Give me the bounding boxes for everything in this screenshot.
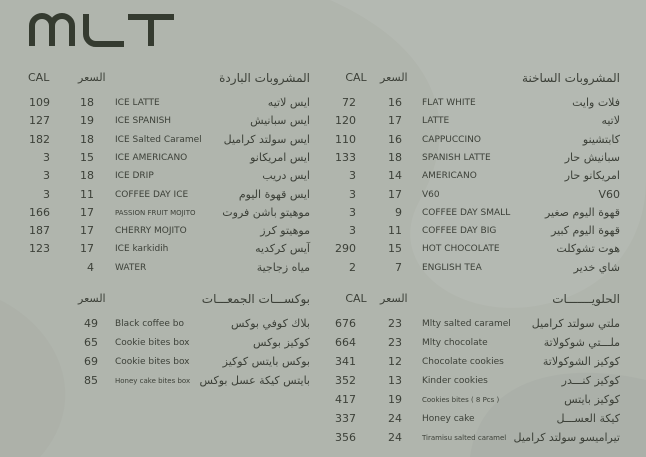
item-name-en: ICE SPANISH — [115, 116, 172, 127]
item-price: 85 — [84, 374, 98, 387]
item-name-en: Kinder cookies — [422, 376, 488, 386]
item-price: 19 — [388, 393, 402, 406]
item-calories: 123 — [29, 242, 50, 256]
item-price: 15 — [80, 150, 94, 164]
item-name-en: AMERICANO — [422, 171, 477, 182]
item-calories: 3 — [349, 169, 356, 183]
menu-item-row — [20, 150, 320, 166]
hot-drinks-section — [335, 71, 628, 281]
item-name-en: WATER — [115, 262, 147, 273]
item-name-ar: كيكة العســـل — [556, 412, 620, 425]
item-calories: 3 — [43, 150, 50, 164]
item-calories: 676 — [335, 317, 356, 330]
item-price: 11 — [388, 224, 402, 238]
item-price: 16 — [388, 96, 402, 109]
item-name-ar: ايس قهوة اليوم — [238, 187, 310, 201]
item-name-ar: بوكس بايتس كوكيز — [222, 355, 310, 368]
menu-item-row — [335, 241, 628, 257]
item-name-en: ICE AMERICANO — [115, 152, 188, 163]
item-name-ar: بلاك كوفي بوكس — [230, 317, 310, 330]
menu-item-row — [20, 205, 320, 221]
cal-header: CAL — [345, 292, 367, 305]
item-name-en: SPANISH LATTE — [422, 152, 491, 163]
item-name-en: CAPPUCCINO — [422, 134, 481, 145]
item-name-ar: ملتي سولتد كراميل — [531, 317, 620, 330]
item-calories: 3 — [43, 169, 50, 183]
item-name-ar: سبانيش حار — [564, 150, 620, 164]
item-calories: 3 — [349, 224, 356, 238]
menu-item-row — [335, 411, 628, 427]
price-header: السعر — [380, 71, 408, 84]
item-name-ar: كوكيز الشوكولاتة — [542, 355, 620, 368]
item-name-ar: موهيتو كرز — [260, 224, 310, 238]
item-name-ar: كوكيز بوكس — [252, 336, 310, 349]
item-price: 13 — [388, 374, 402, 387]
menu-item-row — [20, 187, 320, 203]
item-name-en: HOT CHOCOLATE — [422, 244, 500, 255]
item-name-ar: آيس كركديه — [255, 242, 310, 256]
menu-item-row — [338, 187, 628, 203]
item-name-ar: تيراميسو سولتد كراميل — [513, 431, 620, 444]
item-calories: 182 — [29, 132, 50, 146]
item-name-ar: كوكيز كنـــدر — [561, 374, 620, 387]
menu-item-row — [20, 113, 320, 129]
item-price: 17 — [80, 242, 94, 256]
item-price: 17 — [80, 224, 94, 238]
item-calories: 72 — [342, 96, 356, 109]
menu-item-row — [20, 168, 320, 184]
item-name-en: Cookie bites box — [115, 338, 190, 348]
item-name-en: Cookies bites ( 8 Pcs ) — [422, 396, 500, 404]
item-name-ar: ايس سبانيش — [250, 114, 310, 128]
item-calories: 341 — [335, 355, 356, 368]
menu-item-row — [335, 113, 628, 129]
item-calories: 133 — [335, 150, 356, 164]
item-calories: 2 — [349, 260, 356, 274]
menu-item-row — [335, 373, 628, 389]
menu-item-row — [20, 373, 320, 389]
item-name-en: FLAT WHITE — [422, 98, 476, 108]
item-price: 14 — [388, 169, 402, 183]
cal-header: CAL — [345, 71, 367, 84]
menu-item-row — [335, 132, 628, 148]
item-name-en: Chocolate cookies — [422, 357, 504, 367]
item-price: 7 — [395, 260, 402, 274]
menu-item-row — [338, 95, 628, 111]
item-name-en: ICE karkidih — [115, 244, 169, 255]
item-name-en: V60 — [422, 189, 440, 200]
menu-item-row — [20, 260, 320, 276]
item-price: 4 — [87, 260, 94, 274]
item-calories: 110 — [335, 132, 356, 146]
menu-item-row — [335, 150, 628, 166]
menu-item-row — [20, 335, 320, 351]
item-name-en: PASSION FRUIT MOJITO — [115, 208, 196, 217]
item-calories: 290 — [335, 242, 356, 256]
item-name-ar: بايتس كيكة عسل بوكس — [199, 374, 310, 387]
item-name-ar: قهوة اليوم كبير — [551, 224, 620, 238]
item-calories: 166 — [29, 205, 50, 219]
boxes-section — [20, 292, 320, 392]
menu-item-row — [335, 430, 628, 446]
menu-item-row — [338, 168, 628, 184]
menu-item-row — [335, 335, 628, 351]
item-name-ar: ايس امريكانو — [250, 150, 310, 164]
section-title: بوكســـات الجمعـــات — [201, 292, 310, 306]
item-price: 11 — [80, 187, 94, 201]
item-name-en: ENGLISH TEA — [422, 262, 482, 273]
menu-item-row — [20, 132, 320, 148]
item-calories: 109 — [29, 96, 50, 109]
item-name-ar: امريكانو حار — [564, 169, 620, 183]
item-price: 23 — [388, 317, 402, 330]
item-name-en: Honey cake — [422, 414, 475, 424]
item-name-ar: كابتشينو — [582, 132, 620, 146]
price-header: السعر — [78, 292, 106, 305]
item-name-en: Black coffee bo — [115, 319, 185, 329]
item-calories: 120 — [335, 114, 356, 128]
item-name-en: Mlty salted caramel — [422, 319, 511, 329]
menu-item-row — [20, 95, 320, 111]
section-title: المشروبات الساخنة — [522, 71, 620, 85]
item-price: 65 — [84, 336, 98, 349]
item-calories: 356 — [335, 431, 356, 444]
item-price: 24 — [388, 431, 402, 444]
item-price: 17 — [80, 205, 94, 219]
menu-item-row — [20, 241, 320, 257]
item-calories: 187 — [29, 224, 50, 238]
item-name-ar: كوكيز بايتس — [564, 393, 620, 406]
item-calories: 3 — [349, 187, 356, 201]
item-calories: 664 — [335, 336, 356, 349]
menu-item-row — [20, 354, 320, 370]
item-name-en: COFFEE DAY BIG — [422, 226, 497, 237]
menu-item-row — [338, 223, 628, 239]
item-price: 9 — [395, 205, 402, 219]
item-price: 17 — [388, 187, 402, 201]
item-price: 18 — [80, 169, 94, 183]
item-name-en: CHERRY MOJITO — [115, 226, 187, 237]
item-name-ar: مياه زجاجية — [256, 260, 310, 274]
menu-item-row — [20, 223, 320, 239]
item-name-en: ICE DRIP — [115, 171, 154, 182]
item-name-ar: ايس دريب — [262, 169, 310, 183]
item-calories: 3 — [43, 187, 50, 201]
cal-header: CAL — [28, 71, 50, 84]
item-price: 17 — [388, 114, 402, 128]
item-name-ar: لاتيه — [601, 114, 620, 128]
item-name-en: LATTE — [422, 116, 450, 127]
item-price: 15 — [388, 242, 402, 256]
item-name-en: COFFEE DAY SMALL — [422, 207, 511, 218]
item-name-ar: ملـــتي شوكولاتة — [543, 336, 620, 349]
sweets-section — [335, 292, 628, 452]
item-name-ar: شاي خدير — [573, 260, 620, 274]
item-name-en: Cookie bites box — [115, 357, 190, 367]
item-price: 24 — [388, 412, 402, 425]
item-name-ar: قهوة اليوم صغير — [544, 205, 620, 219]
item-price: 16 — [388, 132, 402, 146]
item-price: 23 — [388, 336, 402, 349]
item-name-ar: ايس سولتد كراميل — [223, 132, 310, 146]
price-header: السعر — [78, 71, 106, 84]
item-price: 49 — [84, 317, 98, 330]
menu-item-row — [338, 260, 628, 276]
menu-item-row — [20, 316, 320, 332]
item-price: 12 — [388, 355, 402, 368]
item-name-ar: موهيتو باشن فروت — [222, 205, 310, 219]
item-calories: 3 — [349, 205, 356, 219]
item-name-en: Tiramisu salted caramel — [422, 434, 507, 442]
item-name-en: Honey cake bites box — [115, 377, 191, 385]
item-name-ar: هوت تشوكلت — [556, 242, 620, 256]
item-name-ar: V60 — [598, 187, 620, 201]
item-calories: 127 — [29, 114, 50, 128]
item-name-en: Mlty chocolate — [422, 338, 488, 348]
item-price: 18 — [80, 96, 94, 109]
item-price: 18 — [80, 132, 94, 146]
item-name-ar: فلات وايت — [572, 96, 620, 109]
item-name-ar: ايس لاتيه — [267, 96, 310, 109]
item-name-en: ICE LATTE — [115, 98, 160, 108]
item-price: 18 — [388, 150, 402, 164]
price-header: السعر — [380, 292, 408, 305]
section-title: المشروبات الباردة — [219, 71, 310, 85]
cold-drinks-section — [20, 71, 320, 281]
item-calories: 417 — [335, 393, 356, 406]
menu-item-row — [335, 354, 628, 370]
item-calories: 337 — [335, 412, 356, 425]
menu-item-row — [335, 316, 628, 332]
item-price: 69 — [84, 355, 98, 368]
menu-item-row — [338, 205, 628, 221]
item-name-en: ICE Salted Caramel — [115, 134, 202, 145]
item-calories: 352 — [335, 374, 356, 387]
section-title: الحلويـــــــات — [552, 292, 620, 306]
item-name-en: COFFEE DAY ICE — [115, 189, 189, 200]
mlt-logo — [28, 12, 178, 48]
item-price: 19 — [80, 114, 94, 128]
menu-item-row — [335, 392, 628, 408]
